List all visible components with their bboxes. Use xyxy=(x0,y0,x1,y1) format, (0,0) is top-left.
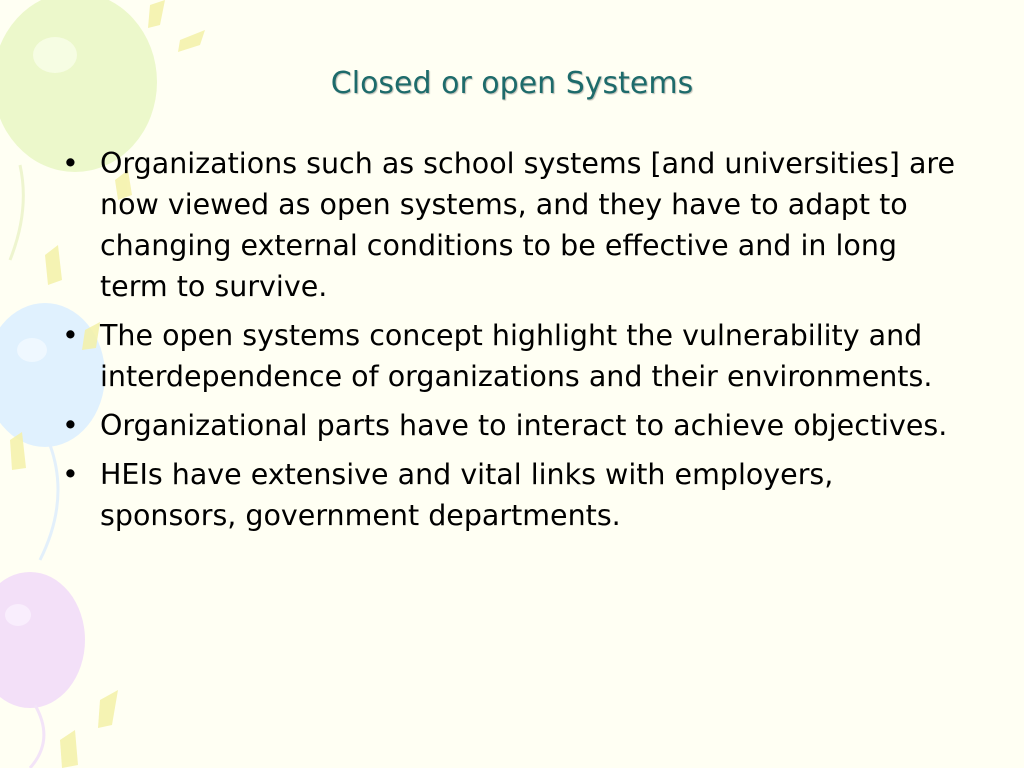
bullet-text: The open systems concept highlight the vulnerability and interdependence of organizations and their environments. xyxy=(100,319,933,393)
bullet-list xyxy=(62,143,962,544)
slide-title: Closed or open Systems xyxy=(330,66,694,101)
purple-balloon xyxy=(0,572,85,708)
bullet-item xyxy=(62,454,962,536)
bullet-item xyxy=(62,143,962,307)
bullet-text: Organizations such as school systems [and universities] are now viewed as open systems, and they have to adapt to changing external conditions to be effective and in long term to survive. xyxy=(100,147,956,303)
bullet-text: HEIs have extensive and vital links with employers, sponsors, government departments. xyxy=(100,458,834,532)
bullet-marker: • xyxy=(62,458,79,491)
bullet-marker: • xyxy=(62,147,79,180)
bullet-item xyxy=(62,405,962,446)
bullet-marker: • xyxy=(62,319,79,352)
bullet-text: Organizational parts have to interact to achieve objectives. xyxy=(100,409,948,442)
bullet-item xyxy=(62,315,962,397)
bullet-marker: • xyxy=(62,409,79,442)
